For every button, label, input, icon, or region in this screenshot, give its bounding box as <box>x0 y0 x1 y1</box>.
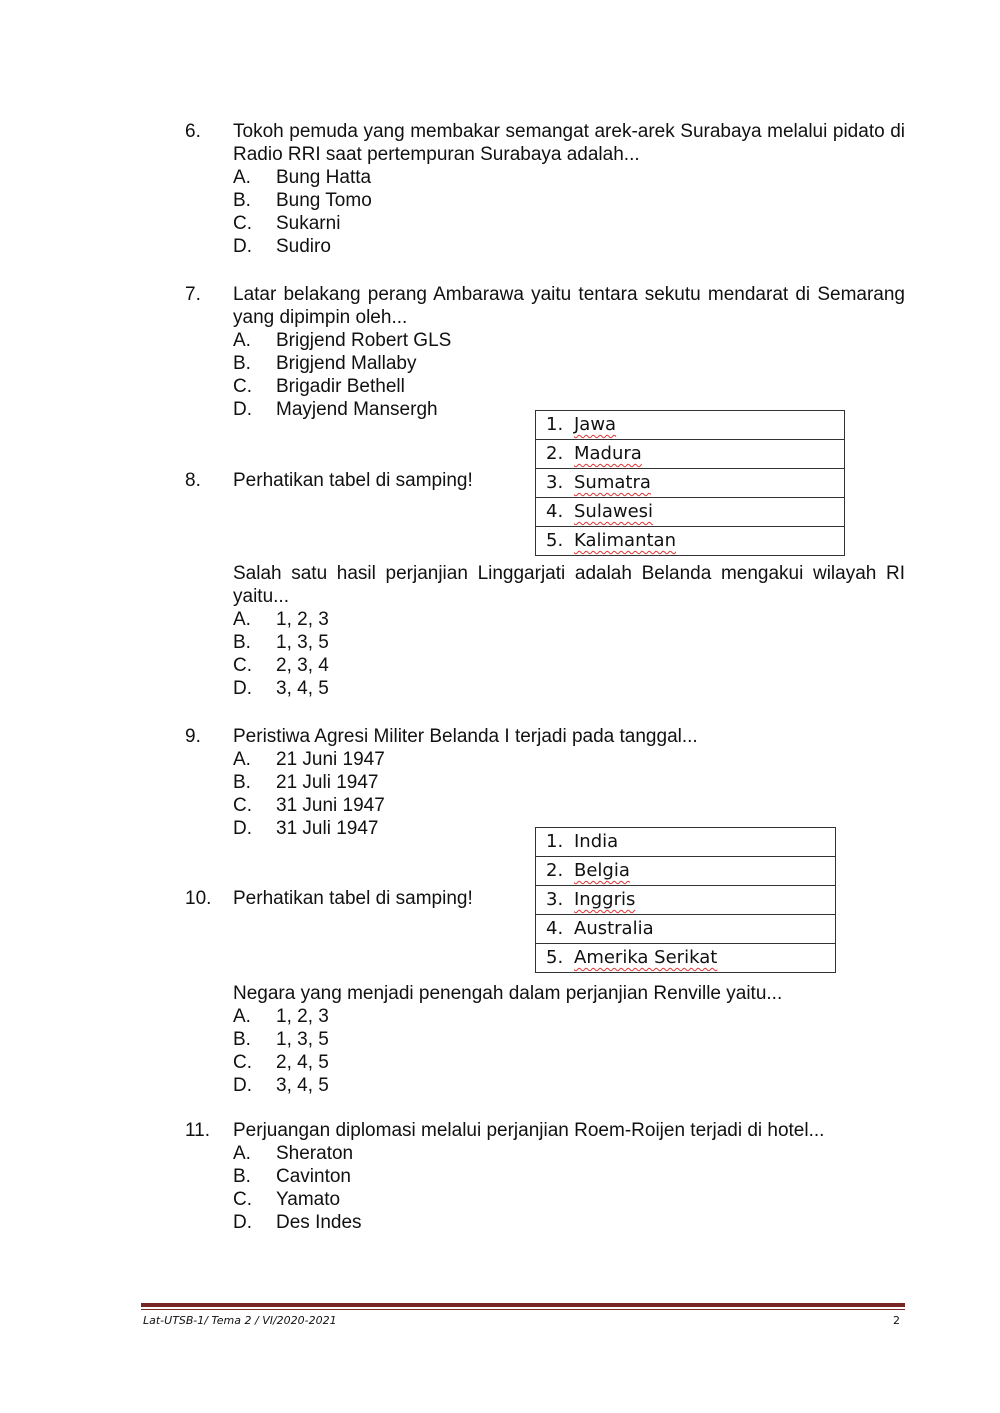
option-b: B. Brigjend Mallaby <box>233 353 417 374</box>
question-8-body <box>185 562 905 700</box>
option-b: B. 21 Juli 1947 <box>233 772 379 793</box>
question-6 <box>185 120 905 258</box>
question-number: 8. <box>185 470 201 491</box>
option-b: B. Cavinton <box>233 1166 351 1187</box>
table-row: 3. Sumatra <box>536 469 845 498</box>
footer-rule-thin <box>141 1309 905 1310</box>
question-9 <box>185 725 905 840</box>
question-text: Perjuangan diplomasi melalui perjanjian Roem-Roijen terjadi di hotel... <box>233 1120 825 1141</box>
island-table <box>535 410 845 556</box>
option-c: C. 2, 3, 4 <box>233 655 329 676</box>
page-number: 2 <box>893 1314 900 1327</box>
table-row: 3. Inggris <box>536 886 836 915</box>
question-11 <box>185 1119 905 1234</box>
option-list <box>233 1142 905 1234</box>
table-row: 5. Amerika Serikat <box>536 944 836 973</box>
option-d: D. 3, 4, 5 <box>233 1075 329 1096</box>
question-text: Latar belakang perang Ambarawa yaitu tentara sekutu mendarat di Semarang yang dipimpin oleh... <box>233 284 905 328</box>
option-d: D. Mayjend Mansergh <box>233 399 438 420</box>
option-b: B. 1, 3, 5 <box>233 632 329 653</box>
question-number: 11. <box>185 1120 211 1141</box>
option-a: A. Brigjend Robert GLS <box>233 330 452 351</box>
option-d: D. 31 Juli 1947 <box>233 818 379 839</box>
question-10-body <box>185 982 905 1097</box>
table-row: 1. India <box>536 828 836 857</box>
option-a: A. 1, 2, 3 <box>233 609 329 630</box>
option-d: D. Des Indes <box>233 1212 362 1233</box>
country-table <box>535 827 836 973</box>
question-text: Tokoh pemuda yang membakar semangat arek-arek Surabaya melalui pidato di Radio RRI saat pertempuran Surabaya adalah... <box>233 121 905 165</box>
option-c: C. Yamato <box>233 1189 341 1210</box>
option-list <box>233 329 905 421</box>
table-row: 2. Belgia <box>536 857 836 886</box>
question-number: 7. <box>185 284 201 305</box>
option-list <box>233 166 905 258</box>
question-intro: Perhatikan tabel di samping! <box>233 888 473 909</box>
question-text: Peristiwa Agresi Militer Belanda I terjadi pada tanggal... <box>233 726 698 747</box>
option-d: D. Sudiro <box>233 236 331 257</box>
table-row: 4. Australia <box>536 915 836 944</box>
table-row: 5. Kalimantan <box>536 527 845 556</box>
table-row: 4. Sulawesi <box>536 498 845 527</box>
option-b: B. 1, 3, 5 <box>233 1029 329 1050</box>
question-number: 6. <box>185 121 201 142</box>
footer-rule <box>141 1303 905 1307</box>
option-c: C. Brigadir Bethell <box>233 376 405 397</box>
question-text: Negara yang menjadi penengah dalam perjanjian Renville yaitu... <box>233 983 783 1004</box>
option-a: A. Sheraton <box>233 1143 354 1164</box>
question-number: 10. <box>185 888 212 909</box>
question-intro: Perhatikan tabel di samping! <box>233 470 473 491</box>
option-c: C. 31 Juni 1947 <box>233 795 385 816</box>
option-list <box>233 608 905 700</box>
option-a: A. 1, 2, 3 <box>233 1006 329 1027</box>
option-c: C. Sukarni <box>233 213 341 234</box>
table-row: 1. Jawa <box>536 411 845 440</box>
option-d: D. 3, 4, 5 <box>233 678 329 699</box>
option-a: A. 21 Juni 1947 <box>233 749 385 770</box>
question-number: 9. <box>185 726 201 747</box>
option-list <box>233 1005 905 1097</box>
question-text: Salah satu hasil perjanjian Linggarjati adalah Belanda mengakui wilayah RI yaitu... <box>233 563 905 607</box>
option-b: B. Bung Tomo <box>233 190 372 211</box>
question-7 <box>185 283 905 421</box>
footer-document-code: Lat-UTSB-1/ Tema 2 / VI/2020-2021 <box>143 1314 337 1327</box>
table-row: 2. Madura <box>536 440 845 469</box>
option-c: C. 2, 4, 5 <box>233 1052 329 1073</box>
option-a: A. Bung Hatta <box>233 167 372 188</box>
